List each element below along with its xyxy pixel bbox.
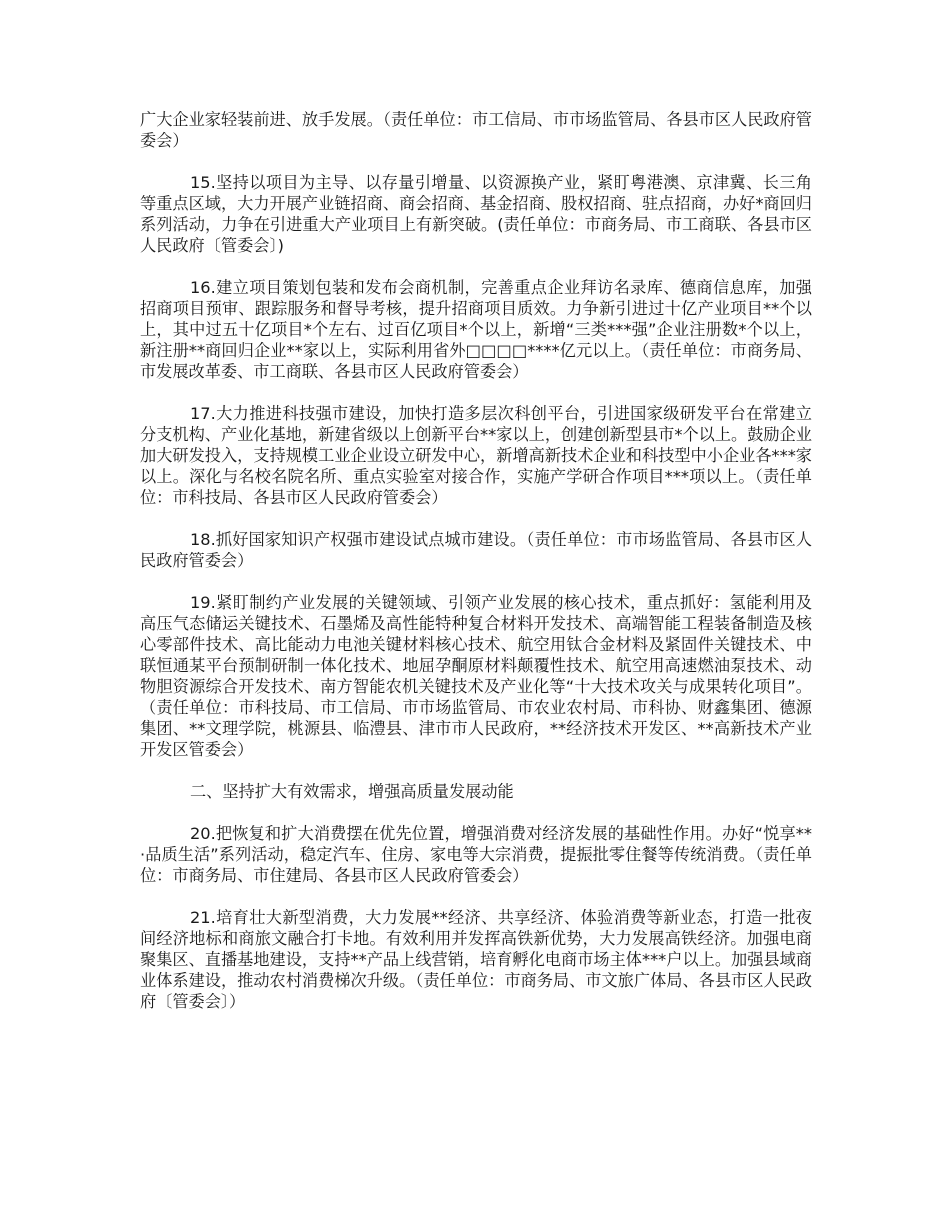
paragraph-item-15: 15.坚持以项目为主导、以存量引增量、以资源换产业，紧盯粤港澳、京津冀、长三角等重点区域，大力开展产业链招商、商会招商、基金招商、股权招商、驻点招商，办好*商回归系列活动，力争在引进重大产业项目上有新突破。(责任单位：市商务局、市工商联、各县市区人民政府〔管委会〕) [140,173,812,255]
paragraph-continued: 广大企业家轻装前进、放手发展。（责任单位：市工信局、市市场监管局、各县市区人民政府管委会） [140,110,812,150]
paragraph-item-19: 19.紧盯制约产业发展的关键领域、引领产业发展的核心技术，重点抓好：氢能利用及高压气态储运关键技术、石墨烯及高性能特种复合材料开发技术、高端智能工程装备制造及核心零部件技术、高比能动力电池关键材料核心技术、航空用钛合金材料及紧固件关键技术、中联恒通某平台预制研制一体化技术、地屈孕酮原材料颠覆性技术、航空用高速燃油泵技术、动物胆资源综合开发技术、南方智能农机关键技术及产业化等“十大技术攻关与成果转化项目”。（责任单位：市科技局、市工信局、市市场监管局、市农业农村局、市科协、财鑫集团、德源集团、**文理学院，桃源县、临澧县、津市市人民政府，**经济技术开发区、**高新技术产业开发区管委会） [140,593,812,759]
paragraph-item-21: 21.培育壮大新型消费，大力发展**经济、共享经济、体验消费等新业态，打造一批夜间经济地标和商旅文融合打卡地。有效利用并发挥高铁新优势，大力发展高铁经济。加强电商聚集区、直播基地建设，支持**产品上线营销，培育孵化电商市场主体***户以上。加强县域商业体系建设，推动农村消费梯次升级。（责任单位：市商务局、市文旅广体局、各县市区人民政府〔管委会〕） [140,908,812,1011]
paragraph-item-16: 16.建立项目策划包装和发布会商机制，完善重点企业拜访名录库、德商信息库，加强招商项目预审、跟踪服务和督导考核，提升招商项目质效。力争新引进过十亿产业项目**个以上，其中过五十亿项目*个左右、过百亿项目*个以上，新增“三类***强”企业注册数*个以上，新注册**商回归企业**家以上，实际利用省外□□□□****亿元以上。（责任单位：市商务局、市发展改革委、市工商联、各县市区人民政府管委会） [140,278,812,381]
paragraph-item-20: 20.把恢复和扩大消费摆在优先位置，增强消费对经济发展的基础性作用。办好“悦享**·品质生活”系列活动，稳定汽车、住房、家电等大宗消费，提振批零住餐等传统消费。（责任单位：市商务局、市住建局、各县市区人民政府管委会） [140,824,812,885]
document-page [140,109,812,1033]
paragraph-item-18: 18.抓好国家知识产权强市建设试点城市建设。（责任单位：市市场监管局、各县市区人民政府管委会） [140,530,812,570]
paragraph-item-17: 17.大力推进科技强市建设，加快打造多层次科创平台，引进国家级研发平台在常建立分支机构、产业化基地，新建省级以上创新平台**家以上，创建创新型县市*个以上。鼓励企业加大研发投入，支持规模工业企业设立研发中心，新增高新技术企业和科技型中小企业各***家以上。深化与名校名院名所、重点实验室对接合作，实施产学研合作项目***项以上。（责任单位：市科技局、各县市区人民政府管委会） [140,404,812,507]
section-heading-2: 二、坚持扩大有效需求，增强高质量发展动能 [190,782,514,801]
